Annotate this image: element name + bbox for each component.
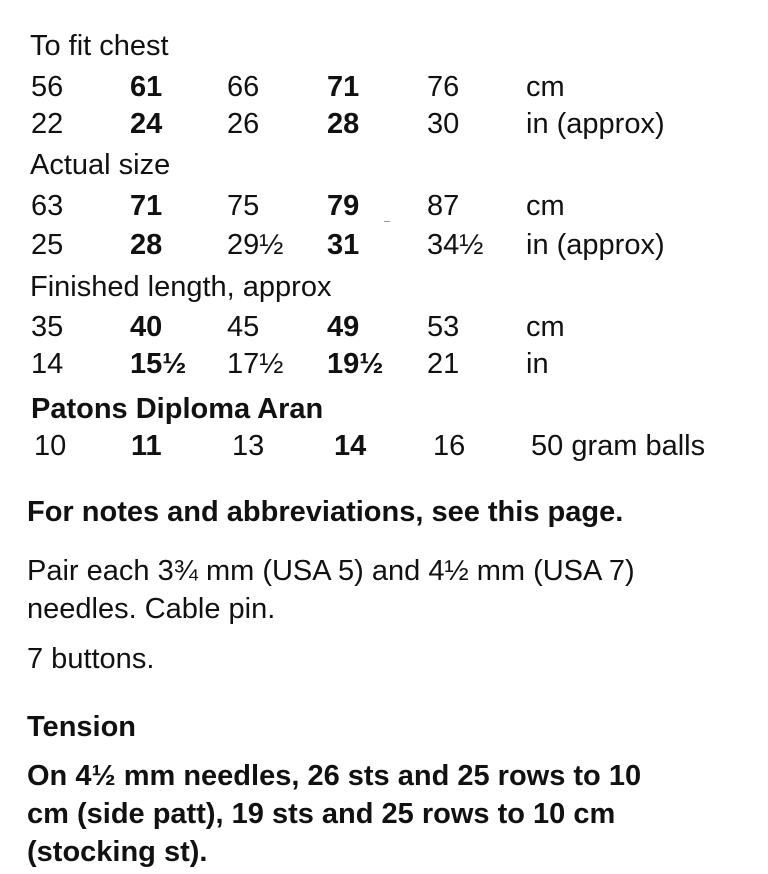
- length-cm-row: [0, 313, 768, 347]
- chest-in-size-2: 24: [130, 108, 163, 140]
- actual-in-size-5: 34½: [427, 229, 484, 261]
- yarn-size-3: 13: [232, 430, 265, 462]
- actual-in-unit: in (approx): [526, 229, 665, 261]
- length-cm-unit: cm: [526, 311, 565, 343]
- yarn-amount-row: [0, 432, 768, 466]
- length-in-row: [0, 350, 768, 384]
- yarn-title: Patons Diploma Aran: [31, 393, 324, 425]
- length-in-size-2: 15½: [130, 348, 187, 380]
- tension-heading: Tension: [27, 711, 137, 743]
- chest-cm-row: [0, 73, 768, 107]
- chest-in-unit: in (approx): [526, 108, 665, 140]
- actual-in-size-3: 29½: [227, 229, 284, 261]
- length-in-size-5: 21: [427, 348, 460, 380]
- chest-cm-unit: cm: [526, 71, 565, 103]
- actual-cm-size-5: 87: [427, 190, 460, 222]
- chest-cm-size-4: 71: [327, 71, 360, 103]
- chest-in-size-1: 22: [31, 108, 64, 140]
- actual-in-size-4: 31: [327, 229, 360, 261]
- length-cm-size-1: 35: [31, 311, 64, 343]
- to-fit-chest-title: To fit chest: [30, 30, 169, 62]
- notes-heading: For notes and abbreviations, see this page.: [27, 496, 624, 528]
- chest-cm-size-5: 76: [427, 71, 460, 103]
- chest-in-row: [0, 110, 768, 144]
- actual-cm-size-3: 75: [227, 190, 260, 222]
- needles-text: Pair each 3¾ mm (USA 5) and 4½ mm (USA 7) needles. Cable pin.: [27, 555, 635, 625]
- yarn-size-1: 10: [34, 430, 67, 462]
- buttons-text: 7 buttons.: [27, 643, 155, 675]
- length-in-size-4: 19½: [327, 348, 384, 380]
- chest-in-size-4: 28: [327, 108, 360, 140]
- actual-cm-size-4: 79: [327, 190, 360, 222]
- chest-in-size-5: 30: [427, 108, 460, 140]
- length-cm-size-4: 49: [327, 311, 360, 343]
- yarn-unit: 50 gram balls: [531, 430, 706, 462]
- length-cm-size-3: 45: [227, 311, 260, 343]
- yarn-size-2: 11: [131, 430, 162, 462]
- finished-length-title: Finished length, approx: [30, 271, 332, 303]
- chest-cm-size-2: 61: [130, 71, 163, 103]
- yarn-size-5: 16: [433, 430, 466, 462]
- tension-text: On 4½ mm needles, 26 sts and 25 rows to 10 cm (side patt), 19 sts and 25 rows to 10 cm (stocking st).: [27, 760, 642, 868]
- length-in-size-1: 14: [31, 348, 64, 380]
- chest-cm-size-3: 66: [227, 71, 260, 103]
- chest-cm-size-1: 56: [31, 71, 64, 103]
- actual-cm-unit: cm: [526, 190, 565, 222]
- actual-size-title: Actual size: [30, 149, 171, 181]
- length-cm-size-5: 53: [427, 311, 460, 343]
- length-in-size-3: 17½: [227, 348, 284, 380]
- chest-in-size-3: 26: [227, 108, 260, 140]
- actual-in-size-1: 25: [31, 229, 64, 261]
- length-in-unit: in: [526, 348, 549, 380]
- actual-in-row: [0, 231, 768, 265]
- actual-in-size-2: 28: [130, 229, 163, 261]
- actual-cm-size-1: 63: [31, 190, 64, 222]
- yarn-size-4: 14: [334, 430, 367, 462]
- actual-cm-size-2: 71: [130, 190, 163, 222]
- scan-speck: [384, 221, 390, 222]
- length-cm-size-2: 40: [130, 311, 163, 343]
